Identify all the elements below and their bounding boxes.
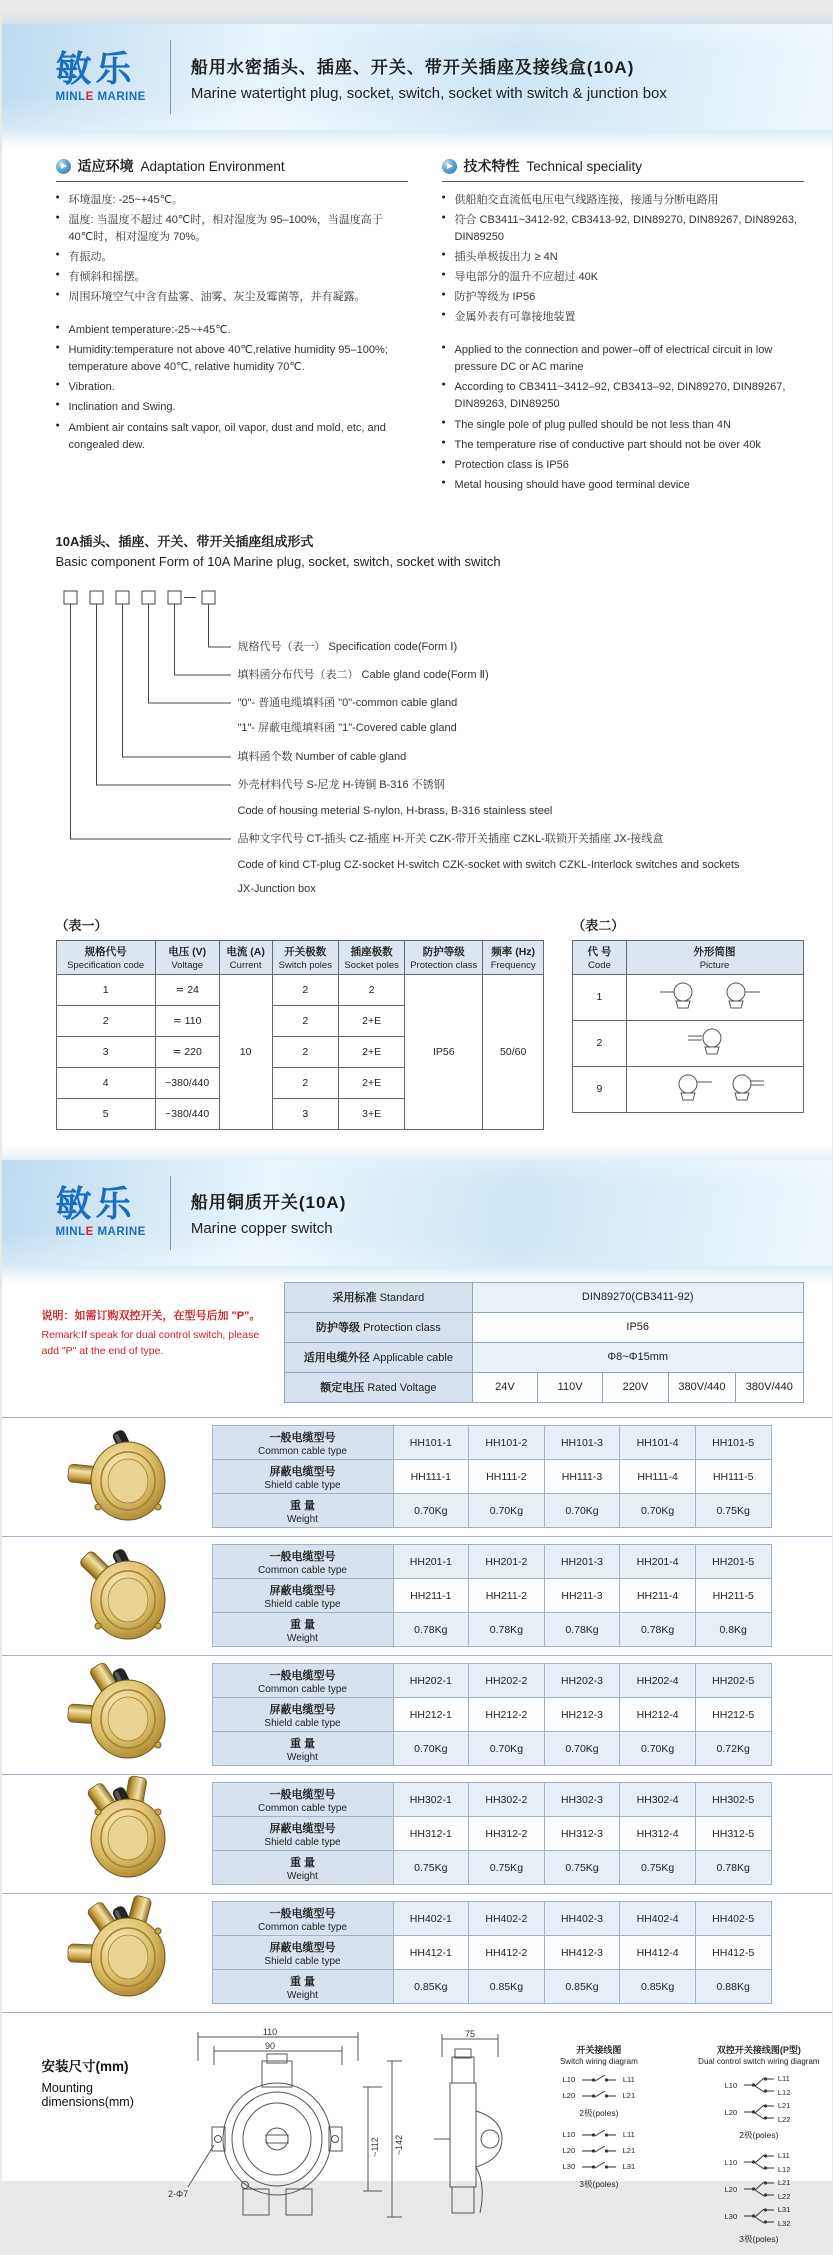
- cell: 0.8Kg: [695, 1613, 771, 1647]
- env-list-en: [56, 322, 408, 453]
- cell: HH211-4: [620, 1579, 696, 1613]
- product-row: [2, 1418, 832, 1537]
- cell: HH201-4: [620, 1545, 696, 1579]
- code-label: 填料函分布代号（表二） Cable gland code(Form Ⅱ): [237, 668, 489, 681]
- form1: [56, 915, 545, 1130]
- wiring-line: L20 L21 L22: [724, 2177, 791, 2201]
- form2-table: [572, 940, 803, 1113]
- product-table: [212, 1425, 772, 1528]
- svg-text:75: 75: [464, 2028, 475, 2039]
- gland-picture-code9: [626, 1066, 803, 1112]
- composition-title-cn: 10A插头、插座、开关、带开关插座组成形式: [55, 533, 314, 549]
- list-item: ● 符合 CB3411~3412-92, CB3413-92, DIN89270, DIN89267, DIN89263, DIN89250: [442, 212, 804, 246]
- table-row: [56, 974, 544, 1005]
- cell: 0.88Kg: [695, 1970, 771, 2004]
- cell: HH111-5: [695, 1460, 771, 1494]
- product-photo-switch-2glands-bottom: [42, 1782, 212, 1886]
- cell-frequency: 50/60: [483, 974, 544, 1129]
- cell: 2+E: [338, 1005, 405, 1036]
- table-row: [573, 974, 803, 1020]
- table-row: [573, 1020, 803, 1066]
- cell: ~380/440: [155, 1067, 219, 1098]
- table-header-row: [56, 940, 544, 974]
- spec-label: 适用电缆外径 Applicable cable: [284, 1342, 472, 1372]
- cell: ≂ 110: [155, 1005, 219, 1036]
- row-label: 一般电缆型号 Common cable type: [212, 1664, 393, 1698]
- composition-title-en: Basic component Form of 10A Marine plug, socket, switch, socket with switch: [55, 553, 501, 569]
- cell: 0.75Kg: [695, 1494, 771, 1528]
- env-tech-section: [2, 130, 832, 497]
- type-code-lines: [56, 589, 796, 897]
- list-item: ● 周围环境空气中含有盐雾、油雾、灰尘及霉菌等，并有凝露。: [56, 289, 408, 306]
- table-row: [212, 1579, 771, 1613]
- product-table: [212, 1901, 772, 2004]
- cell: HH111-2: [469, 1460, 545, 1494]
- product-photo-switch-1gland-angled: [42, 1544, 212, 1648]
- product-table: [212, 1782, 772, 1885]
- env-heading: [56, 156, 408, 182]
- cell: HH312-5: [695, 1817, 771, 1851]
- cell: HH201-2: [469, 1545, 545, 1579]
- page2-titles: [191, 1188, 347, 1237]
- row-label: 重 量 Weight: [212, 1732, 393, 1766]
- svg-text:~142: ~142: [393, 2134, 404, 2155]
- table-row: [212, 1494, 771, 1528]
- page2-header: [2, 1160, 832, 1266]
- list-item: ● 插头单极拔出力 ≥ 4N: [442, 249, 804, 266]
- header-cell: 外形简图 Picture: [626, 940, 803, 974]
- form2-caption: （表二）: [572, 917, 625, 933]
- cell: 2: [272, 1036, 338, 1067]
- cell: 3: [272, 1098, 338, 1129]
- cell: HH101-2: [469, 1426, 545, 1460]
- list-item: ● Ambient temperature:-25~+45℃.: [56, 322, 408, 339]
- list-item: ● The single pole of plug pulled should be not less than 4N: [442, 417, 804, 434]
- table-row: [212, 1902, 771, 1936]
- cell: 5: [56, 1098, 155, 1129]
- wiring-line: L20 L21: [562, 2091, 636, 2101]
- table-row: [573, 1066, 803, 1112]
- cell: 0.78Kg: [393, 1613, 469, 1647]
- code-label: 品种文字代号 CT-插头 CZ-插座 H-开关 CZK-带开关插座 CZKL-联锁开关插座 JX-接线盒: [237, 832, 664, 845]
- type-code-diagram: [56, 589, 804, 897]
- cell: HH412-2: [469, 1936, 545, 1970]
- cell: HH202-3: [544, 1664, 620, 1698]
- list-item: ● 温度: 当温度不超过 40℃时，相对湿度为 95–100%，当温度高于 40℃时，相对湿度为 70%。: [56, 212, 408, 246]
- list-item: ● 导电部分的温升不应超过 40K: [442, 269, 804, 286]
- cell: HH412-1: [393, 1936, 469, 1970]
- cell: HH212-4: [620, 1698, 696, 1732]
- cell: 0.70Kg: [469, 1494, 545, 1528]
- header-cell: 规格代号 Specification code: [56, 940, 155, 974]
- cell: HH302-2: [469, 1783, 545, 1817]
- brand-logo-cn: 敏乐: [55, 47, 136, 89]
- cell: HH312-4: [620, 1817, 696, 1851]
- cell: 0.78Kg: [544, 1613, 620, 1647]
- list-item: ● The temperature rise of conductive part should not be over 40k: [442, 437, 804, 454]
- wiring-line: L30 L31 L32: [724, 2204, 791, 2228]
- cell: HH212-1: [393, 1698, 469, 1732]
- code-label: JX-Junction box: [237, 882, 316, 895]
- wiring-3pole-dual: L10 L11 L12 L20 L21 L22 L30 L31 L32 3极(poles): [684, 2151, 833, 2245]
- cell: HH201-5: [695, 1545, 771, 1579]
- cell: HH212-5: [695, 1698, 771, 1732]
- spec-section: [2, 1266, 832, 1403]
- form1-table: [56, 940, 545, 1130]
- cell: HH211-5: [695, 1579, 771, 1613]
- brand-logo: [55, 1183, 146, 1239]
- product-photo-switch-2glands: [42, 1663, 212, 1767]
- cell: HH312-3: [544, 1817, 620, 1851]
- wiring-line: L10 L11 L12: [724, 2073, 791, 2097]
- front-view-drawing: [140, 2027, 408, 2227]
- list-item: ● Protection class is IP56: [442, 457, 804, 474]
- list-item: ● According to CB3411~3412–92, CB3413–92, DIN89270, DIN89267, DIN89263, DIN89250: [442, 379, 804, 413]
- product-photo-switch-3glands: [42, 1901, 212, 2005]
- technical-speciality: [442, 156, 804, 497]
- cell: 3: [56, 1036, 155, 1067]
- header-cell: 代 号 Code: [573, 940, 626, 974]
- product-table: [212, 1663, 772, 1766]
- wiring-line: L20 L21 L22: [724, 2100, 791, 2124]
- cell: HH201-3: [544, 1545, 620, 1579]
- list-item: ● 环境温度: -25~+45℃。: [56, 192, 408, 209]
- table-row: [284, 1282, 803, 1312]
- cell: HH201-1: [393, 1545, 469, 1579]
- table-row: [212, 1664, 771, 1698]
- cell: 4: [56, 1067, 155, 1098]
- wiring-line: L10 L11: [562, 2130, 635, 2140]
- row-label: 重 量 Weight: [212, 1970, 393, 2004]
- row-label: 屏蔽电缆型号 Shield cable type: [212, 1698, 393, 1732]
- cell: HH302-4: [620, 1783, 696, 1817]
- header-cell: 电压 (V) Voltage: [155, 940, 219, 974]
- list-item: ● Ambient air contains salt vapor, oil vapor, dust and mold, etc, and congealed dew.: [56, 420, 408, 454]
- header-cell: 防护等级 Protection class: [405, 940, 483, 974]
- page1-titles: [191, 53, 667, 102]
- row-label: 屏蔽电缆型号 Shield cable type: [212, 1817, 393, 1851]
- list-item: ● 有倾斜和摇摆。: [56, 269, 408, 286]
- product-row: [2, 1656, 832, 1775]
- page1-title-cn: 船用水密插头、插座、开关、带开关插座及接线盒(10A): [190, 57, 635, 77]
- svg-text:90: 90: [264, 2040, 275, 2051]
- gland-picture-code1: [626, 974, 803, 1020]
- table-row: [212, 1970, 771, 2004]
- cell: HH101-1: [393, 1426, 469, 1460]
- header-cell: 开关极数 Switch poles: [272, 940, 338, 974]
- tech-heading-en: Technical speciality: [526, 158, 643, 174]
- page1-title-en: Marine watertight plug, socket, switch, socket with switch & junction box: [190, 84, 667, 102]
- tech-list-en: [442, 342, 804, 493]
- form2: [572, 915, 803, 1130]
- row-label: 屏蔽电缆型号 Shield cable type: [212, 1460, 393, 1494]
- product-table: [212, 1544, 772, 1647]
- cell: HH211-1: [393, 1579, 469, 1613]
- table-row: [212, 1936, 771, 1970]
- cell: HH402-5: [695, 1902, 771, 1936]
- brand-logo: [55, 47, 146, 104]
- cell: 0.85Kg: [469, 1970, 545, 2004]
- remark-cn: 说明：如需订购双控开关，在型号后加 "P"。: [41, 1309, 261, 1322]
- cell: 0.70Kg: [544, 1494, 620, 1528]
- voltage-cell: 24V: [472, 1372, 537, 1402]
- cell: 0.70Kg: [620, 1732, 696, 1766]
- gland-picture-code2: [626, 1020, 803, 1066]
- cell: HH202-1: [393, 1664, 469, 1698]
- table-row: [212, 1817, 771, 1851]
- cell: HH402-2: [469, 1902, 545, 1936]
- cell: 0.70Kg: [620, 1494, 696, 1528]
- cell: 0.75Kg: [544, 1851, 620, 1885]
- cell: HH211-3: [544, 1579, 620, 1613]
- cell: HH312-2: [469, 1817, 545, 1851]
- table-header-row: [573, 940, 803, 974]
- cell: 0.78Kg: [469, 1613, 545, 1647]
- cell: 2: [56, 1005, 155, 1036]
- list-item: ● 供船舶交直流低电压电气线路连接，接通与分断电路用: [442, 192, 804, 209]
- spec-value: IP56: [472, 1312, 803, 1342]
- cell: HH101-3: [544, 1426, 620, 1460]
- spec-label: 额定电压 Rated Voltage: [284, 1372, 472, 1402]
- cell: HH111-4: [620, 1460, 696, 1494]
- table-row: [212, 1613, 771, 1647]
- remark-en: Remark:If speak for dual control switch, please add "P" at the end of type.: [41, 1329, 260, 1358]
- section-arrow-icon: [56, 159, 71, 174]
- table-row: [212, 1426, 771, 1460]
- cell: 1: [56, 974, 155, 1005]
- table-row: [284, 1342, 803, 1372]
- table-row: [212, 1851, 771, 1885]
- cell: HH211-2: [469, 1579, 545, 1613]
- svg-text:110: 110: [262, 2026, 278, 2037]
- spec-table: [284, 1282, 804, 1403]
- cell: 0.70Kg: [469, 1732, 545, 1766]
- cell: HH402-3: [544, 1902, 620, 1936]
- cell: 0.75Kg: [469, 1851, 545, 1885]
- list-item: ● 防护等级为 IP56: [442, 289, 804, 306]
- cell: HH302-5: [695, 1783, 771, 1817]
- list-item: ● Humidity:temperature not above 40℃,relative humidity 95–100%; temperature above 40℃, relative humidity 70℃.: [56, 342, 408, 376]
- product-row: [2, 1894, 832, 2013]
- product-row: [2, 1775, 832, 1894]
- wiring-line: L30 L31: [562, 2162, 636, 2172]
- cell: HH101-5: [695, 1426, 771, 1460]
- cell: 2: [338, 974, 405, 1005]
- cell: HH101-4: [620, 1426, 696, 1460]
- cell: HH402-4: [620, 1902, 696, 1936]
- row-label: 一般电缆型号 Common cable type: [212, 1426, 393, 1460]
- page2-title-cn: 船用铜质开关(10A): [190, 1193, 347, 1213]
- wiring-line: L20 L21: [562, 2146, 636, 2156]
- code-label: 外壳材料代号 S-尼龙 H-铸铜 B-316 不锈钢: [237, 778, 445, 791]
- dual-switch-wiring-column: 双控开关接线图(P型) Dual control switch wiring diagram L10 L11 L12 L20 L21 L22 2极(poles) L10 L11 L12 L20 L21 L22 L30 L31 L32 3极(poles): [684, 2043, 833, 2255]
- form1-caption: （表一）: [55, 917, 108, 933]
- cell: HH402-1: [393, 1902, 469, 1936]
- cell: 2+E: [338, 1036, 405, 1067]
- row-label: 屏蔽电缆型号 Shield cable type: [212, 1579, 393, 1613]
- cell: 2: [573, 1020, 626, 1066]
- brand-logo-cn: 敏乐: [55, 1183, 136, 1225]
- row-label: 重 量 Weight: [212, 1494, 393, 1528]
- spec-label: 防护等级 Protection class: [284, 1312, 472, 1342]
- voltage-cell: 380V/440: [668, 1372, 735, 1402]
- page1-header: [2, 24, 832, 130]
- wiring-line: L10 L11: [562, 2075, 635, 2085]
- cell: HH312-1: [393, 1817, 469, 1851]
- row-label: 一般电缆型号 Common cable type: [212, 1545, 393, 1579]
- wiring-line: L10 L11 L12: [724, 2150, 791, 2174]
- cell: HH212-3: [544, 1698, 620, 1732]
- adaptation-environment: [56, 156, 408, 497]
- product-photo-switch-1gland: [42, 1425, 212, 1529]
- cell: HH202-5: [695, 1664, 771, 1698]
- header-divider: [170, 1176, 171, 1250]
- row-label: 屏蔽电缆型号 Shield cable type: [212, 1936, 393, 1970]
- list-item: ● Vibration.: [56, 379, 408, 396]
- catalog-page: [2, 24, 832, 2244]
- cell: 2+E: [338, 1067, 405, 1098]
- mounting-section: [2, 2013, 832, 2255]
- wiring-3pole: L10 L11 L20 L21 L30 L31 3极(poles): [524, 2129, 674, 2190]
- code-label: "0"- 普通电缆填料函 "0"-common cable gland: [237, 696, 458, 709]
- cell: 0.78Kg: [695, 1851, 771, 1885]
- cell: HH212-2: [469, 1698, 545, 1732]
- brand-logo-en: MINLE MARINE: [55, 1226, 146, 1239]
- table-row: [284, 1312, 803, 1342]
- dual-control-remark: [42, 1282, 270, 1360]
- cell: HH111-1: [393, 1460, 469, 1494]
- code-label: Code of housing meterial S-nylon, H-brass, B-316 stainless steel: [237, 804, 553, 817]
- cell: HH412-4: [620, 1936, 696, 1970]
- list-item: ● 金属外表有可靠接地装置: [442, 309, 804, 326]
- cell: 9: [573, 1066, 626, 1112]
- product-row: [2, 1537, 832, 1656]
- spec-value: DIN89270(CB3411-92): [472, 1282, 803, 1312]
- section-arrow-icon: [442, 159, 457, 174]
- cell: HH412-3: [544, 1936, 620, 1970]
- product-list: [2, 1417, 832, 2013]
- cell: HH202-4: [620, 1664, 696, 1698]
- cell: 0.75Kg: [393, 1851, 469, 1885]
- voltage-cell: 110V: [537, 1372, 602, 1402]
- table-row: [212, 1460, 771, 1494]
- code-label: 填料函个数 Number of cable gland: [237, 750, 407, 763]
- code-label: "1"- 屏蔽电缆填料函 "1"-Covered cable gland: [237, 721, 457, 734]
- header-cell: 频率 (Hz) Frequency: [483, 940, 544, 974]
- cell: 0.78Kg: [620, 1613, 696, 1647]
- header-divider: [170, 40, 171, 114]
- voltage-cell: 380V/440: [736, 1372, 803, 1402]
- cell: 2: [272, 1005, 338, 1036]
- svg-text:2-Φ7: 2-Φ7: [167, 2188, 189, 2199]
- svg-text:~112: ~112: [369, 2136, 380, 2157]
- env-list-cn: [56, 192, 408, 306]
- brand-logo-en: MINLE MARINE: [55, 90, 146, 103]
- cell: 0.70Kg: [544, 1732, 620, 1766]
- cell: 2: [272, 1067, 338, 1098]
- cell: HH412-5: [695, 1936, 771, 1970]
- row-label: 重 量 Weight: [212, 1851, 393, 1885]
- cell: 0.70Kg: [393, 1732, 469, 1766]
- wiring-2pole-dual: L10 L11 L12 L20 L21 L22 2极(poles): [684, 2074, 833, 2141]
- env-heading-en: Adaptation Environment: [140, 158, 285, 174]
- cell: HH111-3: [544, 1460, 620, 1494]
- spec-value: Φ8~Φ15mm: [472, 1342, 803, 1372]
- table-row: [284, 1372, 803, 1402]
- cell: 0.75Kg: [620, 1851, 696, 1885]
- table-row: [212, 1732, 771, 1766]
- tech-list-cn: [442, 192, 804, 326]
- table-row: [212, 1545, 771, 1579]
- side-view-drawing: [414, 2027, 518, 2227]
- cell: ≂ 24: [155, 974, 219, 1005]
- tech-heading-cn: 技术特性: [463, 158, 520, 174]
- mounting-title: 安装尺寸(mm) Mounting dimensions(mm): [41, 2058, 134, 2109]
- env-heading-cn: 适应环境: [77, 158, 134, 174]
- cell: 0.85Kg: [393, 1970, 469, 2004]
- cell: 2: [272, 974, 338, 1005]
- cell: HH302-3: [544, 1783, 620, 1817]
- row-label: 一般电缆型号 Common cable type: [212, 1902, 393, 1936]
- cell: 0.70Kg: [393, 1494, 469, 1528]
- cell: 0.85Kg: [544, 1970, 620, 2004]
- header-cell: 插座极数 Socket poles: [338, 940, 405, 974]
- row-label: 一般电缆型号 Common cable type: [212, 1783, 393, 1817]
- cell: HH302-1: [393, 1783, 469, 1817]
- spec-label: 采用标准 Standard: [284, 1282, 472, 1312]
- cell: 0.85Kg: [620, 1970, 696, 2004]
- cell: 0.72Kg: [695, 1732, 771, 1766]
- tech-heading: [442, 156, 804, 182]
- row-label: 重 量 Weight: [212, 1613, 393, 1647]
- list-item: ● 有振动。: [56, 249, 408, 266]
- cell-protection: IP56: [405, 974, 483, 1129]
- table-row: [212, 1783, 771, 1817]
- header-cell: 电流 (A) Current: [219, 940, 272, 974]
- wiring-diagrams: [524, 2027, 833, 2255]
- form-tables-section: [2, 897, 832, 1130]
- list-item: ● Inclination and Swing.: [56, 399, 408, 416]
- page2-title-en: Marine copper switch: [190, 1220, 333, 1238]
- table-row: [212, 1698, 771, 1732]
- cell: ≂ 220: [155, 1036, 219, 1067]
- code-label: 规格代号（表一） Specification code(Form Ⅰ): [237, 640, 458, 653]
- composition-section: [2, 497, 832, 897]
- cell: ~380/440: [155, 1098, 219, 1129]
- voltage-cell: 220V: [603, 1372, 668, 1402]
- cell: 3+E: [338, 1098, 405, 1129]
- code-label: Code of kind CT-plug CZ-socket H-switch CZK-socket with switch CZKL-Interlock switches and sockets: [237, 858, 740, 871]
- wiring-2pole: L10 L11 L20 L21 2极(poles): [524, 2074, 674, 2119]
- cell: HH202-2: [469, 1664, 545, 1698]
- switch-wiring-column: 开关接线图 Switch wiring diagram L10 L11 L20 L21 2极(poles) L10 L11 L20 L21 L30 L31 3极(poles): [524, 2043, 674, 2255]
- cell-current: 10: [219, 974, 272, 1129]
- list-item: ● Applied to the connection and power–off of electrical circuit in low pressure DC or AC marine: [442, 342, 804, 376]
- list-item: ● Metal housing should have good terminal device: [442, 477, 804, 494]
- cell: 1: [573, 974, 626, 1020]
